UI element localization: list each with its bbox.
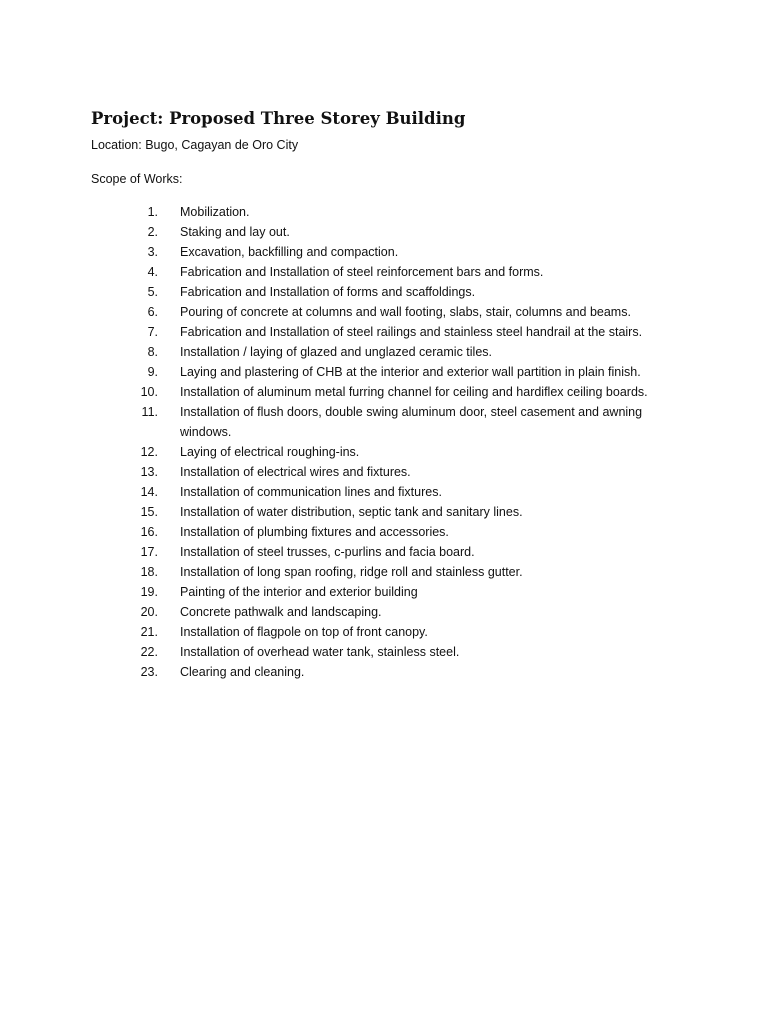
scope-of-works-list — [122, 202, 662, 682]
scope-heading: Scope of Works: — [91, 172, 183, 186]
list-item-number: 21. — [140, 625, 158, 639]
list-item — [122, 642, 662, 662]
list-item-number: 6. — [147, 305, 158, 319]
list-item-text: Staking and lay out. — [180, 225, 290, 239]
list-item-number: 13. — [140, 465, 158, 479]
list-item-text: Excavation, backfilling and compaction. — [180, 245, 399, 259]
list-item — [122, 222, 662, 242]
list-item-number: 2. — [147, 225, 158, 239]
project-title: Project: Proposed Three Storey Building — [91, 109, 466, 128]
list-item — [122, 242, 662, 262]
list-item — [122, 202, 662, 222]
list-item-number: 23. — [140, 665, 158, 679]
list-item — [122, 382, 662, 402]
list-item — [122, 602, 662, 622]
list-item-text: Installation / laying of glazed and unglazed ceramic tiles. — [180, 345, 492, 359]
list-item — [122, 302, 662, 322]
list-item — [122, 342, 662, 362]
list-item — [122, 402, 662, 442]
list-item — [122, 502, 662, 522]
list-item — [122, 622, 662, 642]
list-item — [122, 562, 662, 582]
list-item — [122, 362, 662, 382]
list-item-text: Fabrication and Installation of steel railings and stainless steel handrail at the stairs. — [180, 325, 643, 339]
list-item-number: 22. — [140, 645, 158, 659]
list-item — [122, 282, 662, 302]
list-item-text: Concrete pathwalk and landscaping. — [180, 605, 382, 619]
list-item-number: 9. — [147, 365, 158, 379]
list-item-text: Installation of steel trusses, c-purlins and facia board. — [180, 545, 475, 559]
list-item-number: 16. — [140, 525, 158, 539]
list-item-number: 17. — [140, 545, 158, 559]
list-item-text: Installation of electrical wires and fixtures. — [180, 465, 411, 479]
list-item — [122, 662, 662, 682]
list-item-number: 4. — [147, 265, 158, 279]
list-item-number: 8. — [147, 345, 158, 359]
list-item-number: 14. — [140, 485, 158, 499]
list-item-number: 11. — [141, 405, 158, 419]
list-item — [122, 542, 662, 562]
list-item-text: Clearing and cleaning. — [180, 665, 305, 679]
list-item-text: Installation of water distribution, septic tank and sanitary lines. — [180, 505, 523, 519]
list-item — [122, 462, 662, 482]
list-item-text: Pouring of concrete at columns and wall footing, slabs, stair, columns and beams. — [180, 305, 631, 319]
list-item-text: Installation of flush doors, double swing aluminum door, steel casement and awning windows. — [180, 405, 643, 439]
list-item — [122, 582, 662, 602]
list-item-text: Painting of the interior and exterior building — [180, 585, 418, 599]
list-item-text: Installation of aluminum metal furring channel for ceiling and hardiflex ceiling boards. — [180, 385, 648, 399]
list-item — [122, 442, 662, 462]
list-item-number: 18. — [140, 565, 158, 579]
list-item-text: Installation of communication lines and fixtures. — [180, 485, 442, 499]
list-item — [122, 262, 662, 282]
list-item-text: Installation of overhead water tank, stainless steel. — [180, 645, 460, 659]
list-item-text: Installation of long span roofing, ridge roll and stainless gutter. — [180, 565, 523, 579]
list-item-number: 1. — [147, 205, 158, 219]
list-item-number: 19. — [140, 585, 158, 599]
project-location: Location: Bugo, Cagayan de Oro City — [91, 138, 299, 152]
list-item-text: Installation of plumbing fixtures and accessories. — [180, 525, 449, 539]
list-item-text: Fabrication and Installation of forms and scaffoldings. — [180, 285, 476, 299]
list-item-number: 5. — [147, 285, 158, 299]
list-item-number: 12. — [140, 445, 158, 459]
list-item-number: 20. — [140, 605, 158, 619]
list-item-text: Mobilization. — [180, 205, 250, 219]
list-item-text: Laying of electrical roughing-ins. — [180, 445, 360, 459]
list-item-number: 7. — [147, 325, 158, 339]
list-item-number: 10. — [140, 385, 158, 399]
list-item — [122, 482, 662, 502]
list-item-number: 15. — [140, 505, 158, 519]
list-item — [122, 522, 662, 542]
list-item — [122, 322, 662, 342]
list-item-text: Fabrication and Installation of steel reinforcement bars and forms. — [180, 265, 544, 279]
list-item-text: Installation of flagpole on top of front canopy. — [180, 625, 428, 639]
list-item-number: 3. — [147, 245, 158, 259]
list-item-text: Laying and plastering of CHB at the interior and exterior wall partition in plain finish. — [180, 365, 641, 379]
